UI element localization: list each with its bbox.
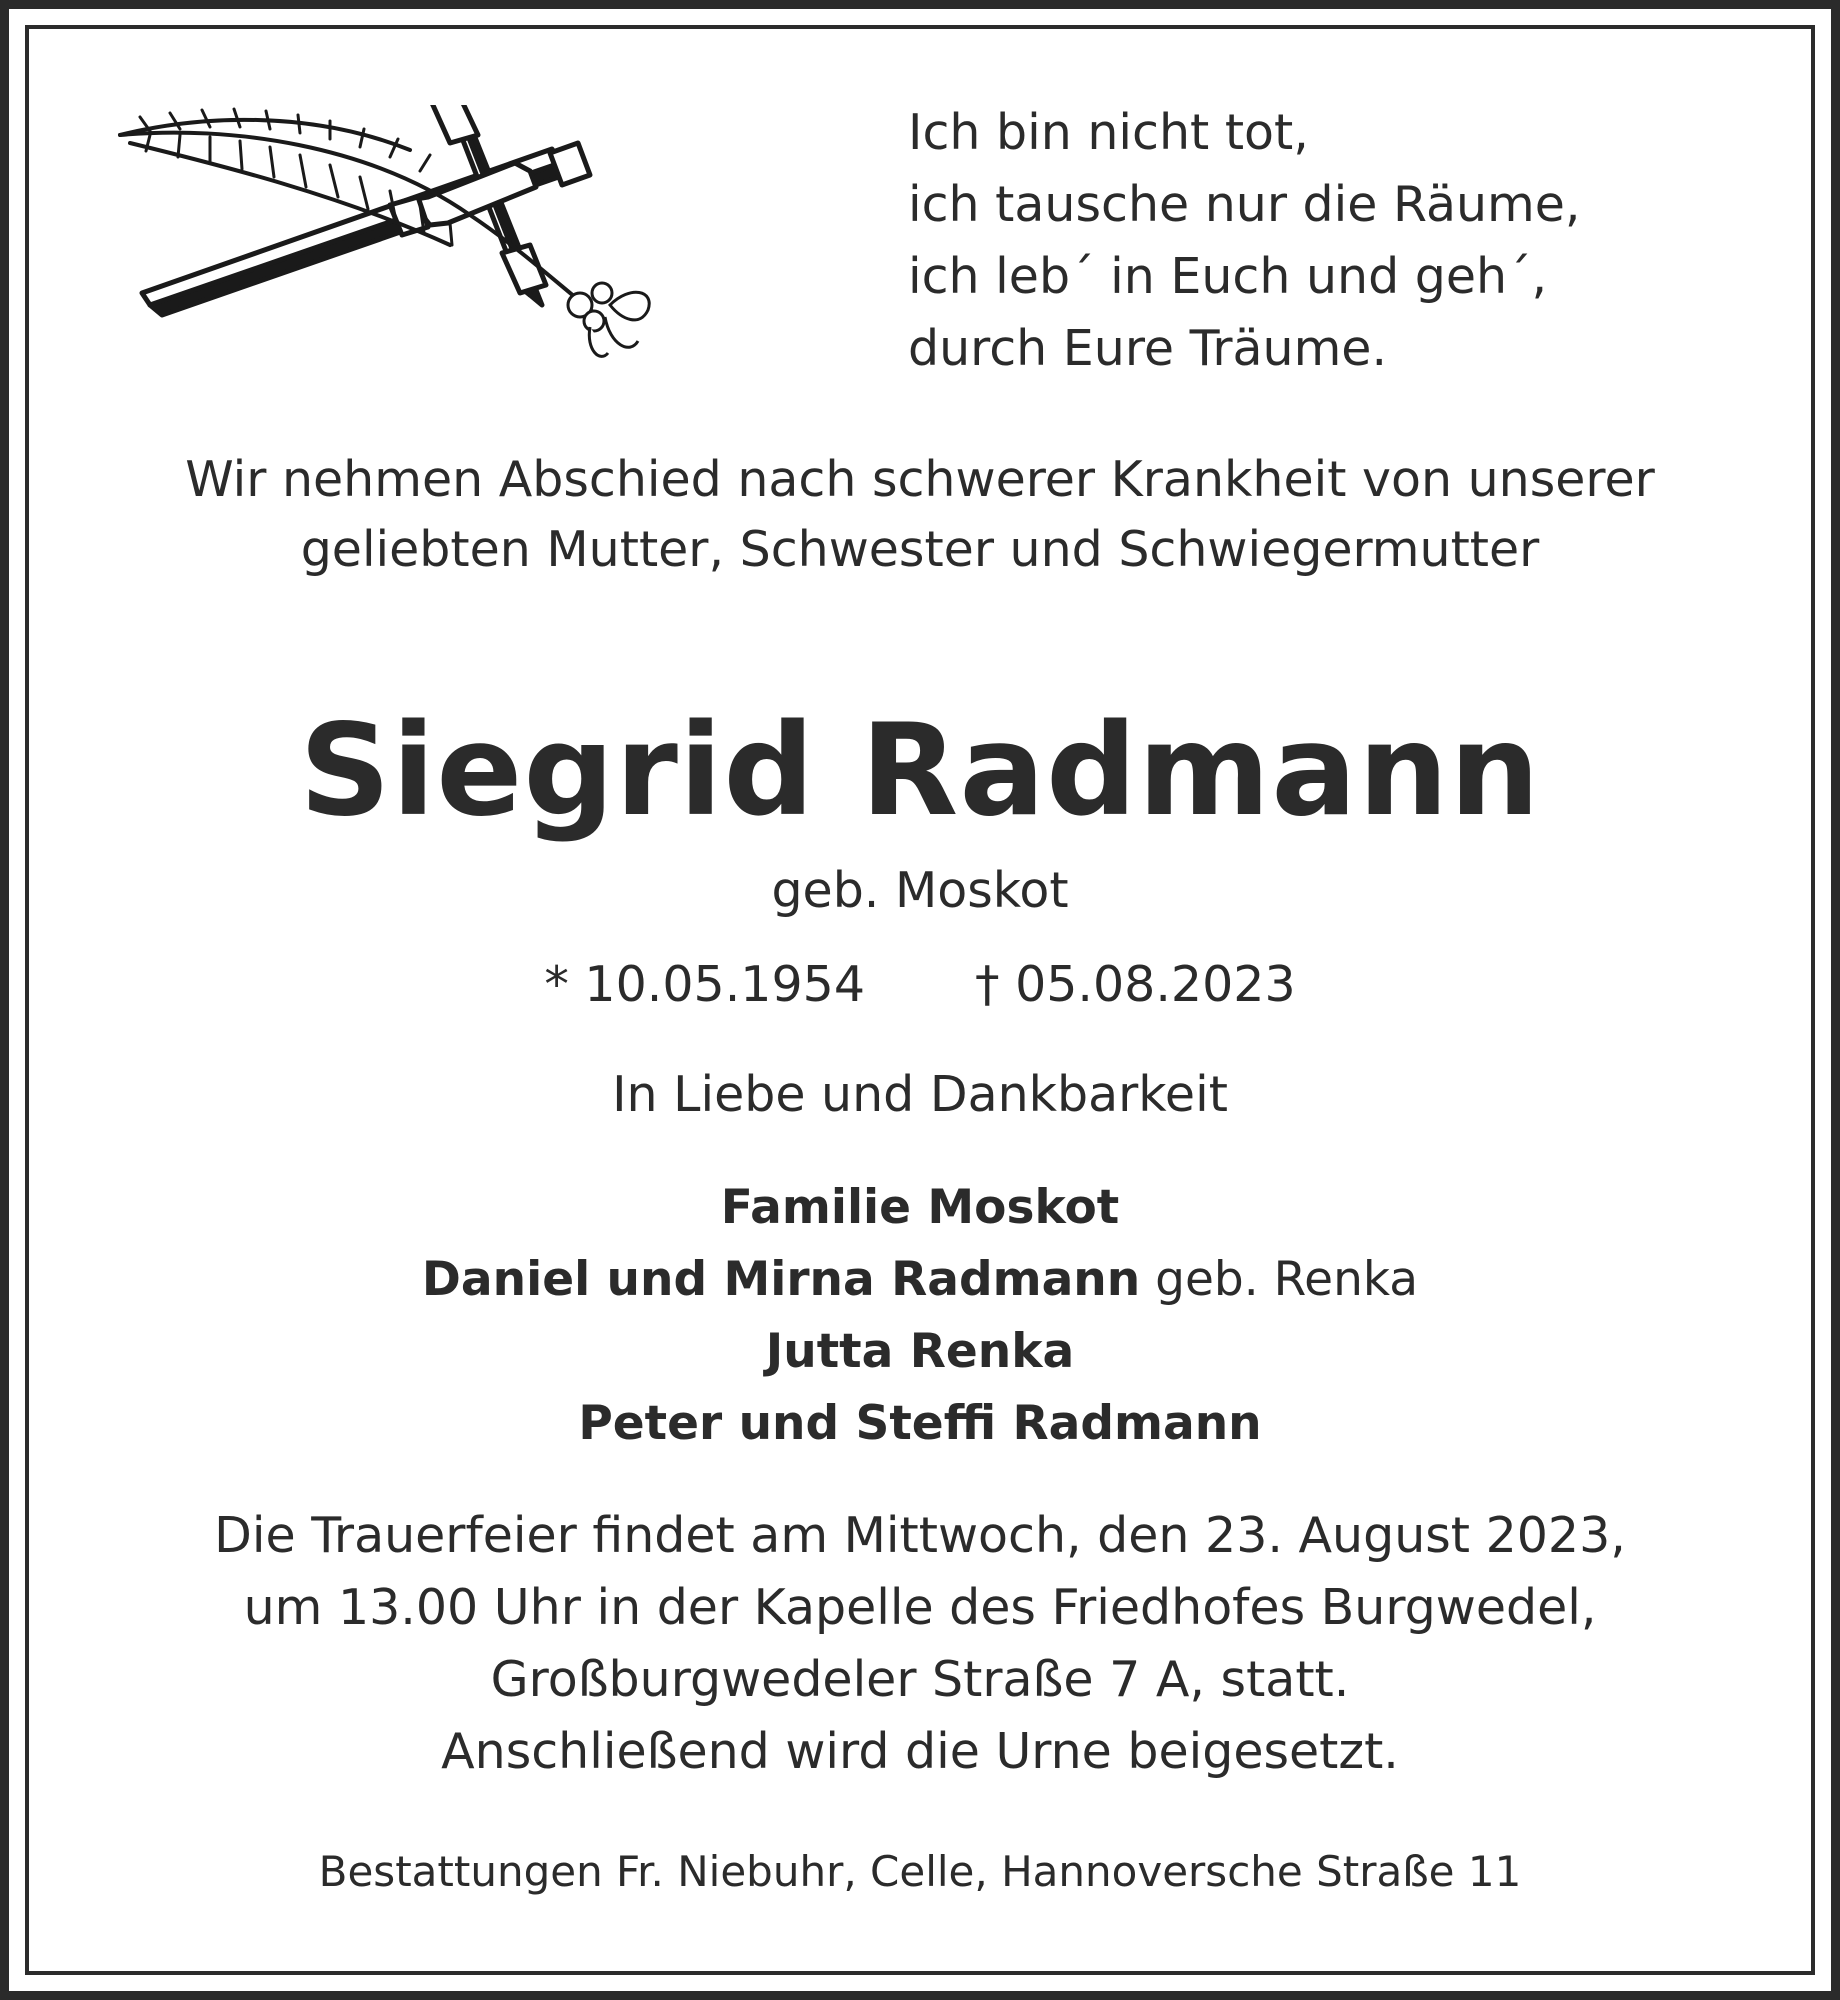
intro-line: geliebten Mutter, Schwester und Schwiegermutter [300, 521, 1540, 578]
mourner-line [40, 1244, 1800, 1316]
life-dates [40, 952, 1800, 1018]
service-line: Anschließend wird die Urne beigesetzt. [441, 1723, 1399, 1780]
mourner-name: Jutta Renka [765, 1324, 1075, 1379]
cross-with-palm-frond-icon [110, 105, 710, 375]
intro-text [40, 445, 1800, 585]
service-line: Die Trauerfeier findet am Mittwoch, den 23. August 2023, [214, 1507, 1626, 1564]
deceased-name: Siegrid Radmann [299, 696, 1541, 844]
mourner-line [40, 1316, 1800, 1388]
poem-verse [908, 97, 1728, 385]
intro-line: Wir nehmen Abschied nach schwerer Krankheit von unserer [185, 451, 1655, 508]
birth-date: * 10.05.1954 [544, 956, 865, 1013]
poem-line: Ich bin nicht tot, [908, 104, 1309, 161]
dedication: In Liebe und Dankbarkeit [612, 1066, 1228, 1123]
service-details [40, 1500, 1800, 1788]
funeral-home-footer: Bestattungen Fr. Niebuhr, Celle, Hannoversche Straße 11 [318, 1847, 1522, 1896]
maiden-name: geb. Moskot [771, 862, 1069, 919]
service-line: Großburgwedeler Straße 7 A, statt. [490, 1651, 1350, 1708]
mourner-line [40, 1388, 1800, 1460]
mourner-line [40, 1172, 1800, 1244]
mourner-name: Daniel und Mirna Radmann [421, 1252, 1141, 1307]
mourners-list [40, 1172, 1800, 1460]
mourner-name: Familie Moskot [720, 1180, 1120, 1235]
poem-line: durch Eure Träume. [908, 320, 1388, 377]
poem-line: ich leb´ in Euch und geh´, [908, 248, 1548, 305]
death-date: † 05.08.2023 [975, 956, 1296, 1013]
service-line: um 13.00 Uhr in der Kapelle des Friedhofes Burgwedel, [243, 1579, 1597, 1636]
mourner-name: Peter und Steffi Radmann [578, 1396, 1262, 1451]
mourner-suffix: geb. Renka [1140, 1252, 1419, 1307]
poem-line: ich tausche nur die Räume, [908, 176, 1581, 233]
